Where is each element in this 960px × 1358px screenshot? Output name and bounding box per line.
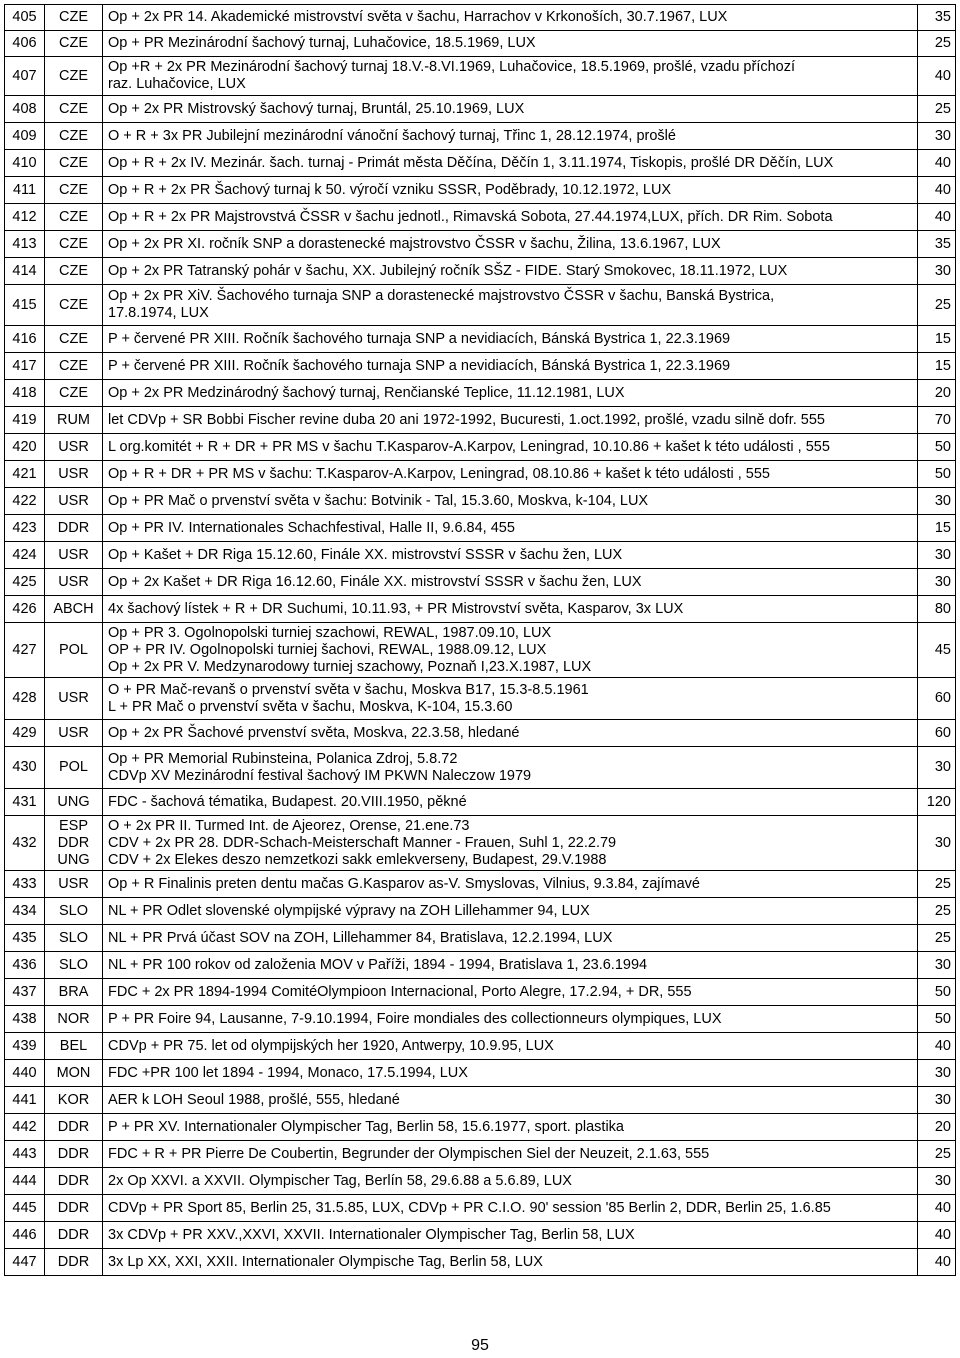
table-row <box>5 407 956 434</box>
item-description: P + PR Foire 94, Lausanne, 7-9.10.1994, Foire mondiales des collectionneurs olympiques, LUX <box>103 1006 918 1033</box>
table-row <box>5 461 956 488</box>
table-row <box>5 31 956 57</box>
item-number: 440 <box>5 1060 45 1087</box>
item-description: Op + Kašet + DR Riga 15.12.60, Finále XX. mistrovství SSSR v šachu žen, LUX <box>103 542 918 569</box>
table-row <box>5 747 956 789</box>
item-description: CDVp + PR Sport 85, Berlin 25, 31.5.85, LUX, CDVp + PR C.I.O. 90' session '85 Berlin 2, DDR, Berlin 25, 1.6.85 <box>103 1195 918 1222</box>
catalog-body <box>5 5 956 1276</box>
table-row <box>5 678 956 720</box>
item-number: 416 <box>5 326 45 353</box>
item-number: 426 <box>5 596 45 623</box>
table-row <box>5 515 956 542</box>
item-description: Op + 2x PR XI. ročník SNP a dorastenecké majstrovstvo ČSSR v šachu, Žilina, 13.6.1967, LUX <box>103 231 918 258</box>
country-code: CZE <box>45 258 103 285</box>
table-row <box>5 1195 956 1222</box>
item-description: P + PR XV. Internationaler Olympischer Tag, Berlin 58, 15.6.1977, sport. plastika <box>103 1114 918 1141</box>
item-number: 437 <box>5 979 45 1006</box>
item-description: O + R + 3x PR Jubilejní mezinárodní vánoční šachový turnaj, Třinc 1, 28.12.1974, prošlé <box>103 123 918 150</box>
country-code: ESP DDR UNG <box>45 816 103 871</box>
country-code: CZE <box>45 123 103 150</box>
table-row <box>5 1168 956 1195</box>
item-description: P + červené PR XIII. Ročník šachového turnaja SNP a nevidiacích, Bánská Bystrica 1, 22.3.1969 <box>103 353 918 380</box>
item-description: Op + R + 2x PR Šachový turnaj k 50. výročí vzniku SSSR, Poděbrady, 10.12.1972, LUX <box>103 177 918 204</box>
country-code: DDR <box>45 515 103 542</box>
item-number: 415 <box>5 285 45 326</box>
item-number: 429 <box>5 720 45 747</box>
country-code: CZE <box>45 177 103 204</box>
item-price: 50 <box>918 461 956 488</box>
table-row <box>5 1006 956 1033</box>
item-price: 40 <box>918 1033 956 1060</box>
item-number: 420 <box>5 434 45 461</box>
country-code: SLO <box>45 952 103 979</box>
item-price: 40 <box>918 150 956 177</box>
item-description: O + 2x PR II. Turmed Int. de Ajeorez, Orense, 21.ene.73 CDV + 2x PR 28. DDR-Schach-Meisterschaft Manner - Frauen, Suhl 1, 22.2.79 CDV + 2x Elekes deszo nemzetkozi sakk emlekverseny, Budapest, 29.V.1988 <box>103 816 918 871</box>
table-row <box>5 569 956 596</box>
country-code: BEL <box>45 1033 103 1060</box>
item-price: 30 <box>918 123 956 150</box>
country-code: CZE <box>45 326 103 353</box>
item-description: Op + 2x PR Mistrovský šachový turnaj, Bruntál, 25.10.1969, LUX <box>103 96 918 123</box>
item-description: L org.komitét + R + DR + PR MS v šachu T.Kasparov-A.Karpov, Leningrad, 10.10.86 + kašet k této události , 555 <box>103 434 918 461</box>
item-number: 433 <box>5 871 45 898</box>
item-number: 418 <box>5 380 45 407</box>
country-code: USR <box>45 720 103 747</box>
country-code: CZE <box>45 57 103 96</box>
country-code: CZE <box>45 380 103 407</box>
item-description: Op + 2x PR Šachové prvenství světa, Moskva, 22.3.58, hledané <box>103 720 918 747</box>
item-description: Op + R + DR + PR MS v šachu: T.Kasparov-A.Karpov, Leningrad, 08.10.86 + kašet k této události , 555 <box>103 461 918 488</box>
table-row <box>5 720 956 747</box>
item-price: 25 <box>918 871 956 898</box>
item-number: 425 <box>5 569 45 596</box>
item-description: Op + 2x PR XiV. Šachového turnaja SNP a dorastenecké majstrovstvo ČSSR v šachu, Banská Bystrica, 17.8.1974, LUX <box>103 285 918 326</box>
item-price: 30 <box>918 1087 956 1114</box>
item-description: 2x Op XXVI. a XXVII. Olympischer Tag, Berlín 58, 29.6.88 a 5.6.89, LUX <box>103 1168 918 1195</box>
item-price: 80 <box>918 596 956 623</box>
table-row <box>5 5 956 31</box>
table-row <box>5 596 956 623</box>
item-price: 40 <box>918 1222 956 1249</box>
item-price: 70 <box>918 407 956 434</box>
item-description: CDVp + PR 75. let od olympijských her 1920, Antwerpy, 10.9.95, LUX <box>103 1033 918 1060</box>
item-price: 35 <box>918 5 956 31</box>
item-number: 428 <box>5 678 45 720</box>
country-code: DDR <box>45 1114 103 1141</box>
item-price: 30 <box>918 952 956 979</box>
item-price: 40 <box>918 204 956 231</box>
item-price: 30 <box>918 258 956 285</box>
country-code: SLO <box>45 925 103 952</box>
item-price: 35 <box>918 231 956 258</box>
country-code: POL <box>45 747 103 789</box>
item-description: Op + 2x PR Tatranský pohár v šachu, XX. Jubilejný ročník SŠZ - FIDE. Starý Smokovec, 18.11.1972, LUX <box>103 258 918 285</box>
item-number: 414 <box>5 258 45 285</box>
country-code: ABCH <box>45 596 103 623</box>
item-number: 445 <box>5 1195 45 1222</box>
table-row <box>5 204 956 231</box>
item-number: 422 <box>5 488 45 515</box>
table-row <box>5 1087 956 1114</box>
country-code: CZE <box>45 150 103 177</box>
item-price: 30 <box>918 1060 956 1087</box>
country-code: POL <box>45 623 103 678</box>
item-price: 50 <box>918 434 956 461</box>
item-price: 30 <box>918 747 956 789</box>
table-row <box>5 231 956 258</box>
item-price: 50 <box>918 979 956 1006</box>
item-price: 15 <box>918 353 956 380</box>
item-price: 40 <box>918 1195 956 1222</box>
table-row <box>5 816 956 871</box>
country-code: USR <box>45 871 103 898</box>
item-description: FDC +PR 100 let 1894 - 1994, Monaco, 17.5.1994, LUX <box>103 1060 918 1087</box>
item-number: 439 <box>5 1033 45 1060</box>
item-price: 40 <box>918 1249 956 1276</box>
item-number: 424 <box>5 542 45 569</box>
table-row <box>5 258 956 285</box>
table-row <box>5 123 956 150</box>
item-number: 423 <box>5 515 45 542</box>
country-code: BRA <box>45 979 103 1006</box>
country-code: NOR <box>45 1006 103 1033</box>
item-number: 427 <box>5 623 45 678</box>
country-code: CZE <box>45 353 103 380</box>
table-row <box>5 1033 956 1060</box>
item-description: Op +R + 2x PR Mezinárodní šachový turnaj 18.V.-8.VI.1969, Luhačovice, 18.5.1969, prošlé, vzadu příchozí raz. Luhačovice, LUX <box>103 57 918 96</box>
item-description: 3x CDVp + PR XXV.,XXVI, XXVII. Internationaler Olympischer Tag, Berlin 58, LUX <box>103 1222 918 1249</box>
item-price: 60 <box>918 720 956 747</box>
item-description: let CDVp + SR Bobbi Fischer revine duba 20 ani 1972-1992, Bucuresti, 1.oct.1992, prošlé, vzadu silně dofr. 555 <box>103 407 918 434</box>
table-row <box>5 434 956 461</box>
item-number: 447 <box>5 1249 45 1276</box>
item-price: 40 <box>918 57 956 96</box>
item-price: 25 <box>918 31 956 57</box>
item-description: FDC + R + PR Pierre De Coubertin, Begrunder der Olympischen Siel der Neuzeit, 2.1.63, 555 <box>103 1141 918 1168</box>
item-number: 441 <box>5 1087 45 1114</box>
country-code: SLO <box>45 898 103 925</box>
country-code: USR <box>45 678 103 720</box>
country-code: CZE <box>45 285 103 326</box>
country-code: USR <box>45 569 103 596</box>
table-row <box>5 326 956 353</box>
item-description: Op + R + 2x IV. Mezinár. šach. turnaj - Primát města Děčína, Děčín 1, 3.11.1974, Tiskopis, prošlé DR Děčín, LUX <box>103 150 918 177</box>
table-row <box>5 898 956 925</box>
item-price: 120 <box>918 789 956 816</box>
item-number: 436 <box>5 952 45 979</box>
item-price: 50 <box>918 1006 956 1033</box>
item-number: 442 <box>5 1114 45 1141</box>
item-number: 446 <box>5 1222 45 1249</box>
item-description: Op + 2x PR 14. Akademické mistrovství světa v šachu, Harrachov v Krkonoších, 30.7.1967, LUX <box>103 5 918 31</box>
item-number: 432 <box>5 816 45 871</box>
item-price: 30 <box>918 816 956 871</box>
item-description: NL + PR 100 rokov od založenia MOV v Paříži, 1894 - 1994, Bratislava 1, 23.6.1994 <box>103 952 918 979</box>
item-number: 407 <box>5 57 45 96</box>
item-number: 434 <box>5 898 45 925</box>
country-code: DDR <box>45 1249 103 1276</box>
item-description: NL + PR Odlet slovenské olympijské výpravy na ZOH Lillehammer 94, LUX <box>103 898 918 925</box>
item-description: Op + PR Mezinárodní šachový turnaj, Luhačovice, 18.5.1969, LUX <box>103 31 918 57</box>
table-row <box>5 96 956 123</box>
item-description: NL + PR Prvá účast SOV na ZOH, Lillehammer 84, Bratislava, 12.2.1994, LUX <box>103 925 918 952</box>
item-description: Op + PR Memorial Rubinsteina, Polanica Zdroj, 5.8.72 CDVp XV Mezinárodní festival šachový IM PKWN Naleczow 1979 <box>103 747 918 789</box>
table-row <box>5 150 956 177</box>
table-row <box>5 353 956 380</box>
table-row <box>5 952 956 979</box>
item-number: 410 <box>5 150 45 177</box>
table-row <box>5 1114 956 1141</box>
table-row <box>5 177 956 204</box>
item-number: 417 <box>5 353 45 380</box>
country-code: CZE <box>45 204 103 231</box>
table-row <box>5 1141 956 1168</box>
item-price: 25 <box>918 96 956 123</box>
table-row <box>5 1249 956 1276</box>
country-code: CZE <box>45 31 103 57</box>
item-number: 406 <box>5 31 45 57</box>
country-code: CZE <box>45 96 103 123</box>
country-code: DDR <box>45 1141 103 1168</box>
country-code: DDR <box>45 1195 103 1222</box>
table-row <box>5 1222 956 1249</box>
country-code: MON <box>45 1060 103 1087</box>
table-row <box>5 380 956 407</box>
table-row <box>5 871 956 898</box>
item-price: 40 <box>918 177 956 204</box>
item-description: FDC - šachová tématika, Budapest. 20.VIII.1950, pěkné <box>103 789 918 816</box>
item-price: 25 <box>918 285 956 326</box>
country-code: DDR <box>45 1222 103 1249</box>
item-description: Op + R Finalinis preten dentu mačas G.Kasparov as-V. Smyslovas, Vilnius, 9.3.84, zajímavé <box>103 871 918 898</box>
table-row <box>5 57 956 96</box>
country-code: CZE <box>45 231 103 258</box>
item-price: 25 <box>918 925 956 952</box>
item-price: 15 <box>918 515 956 542</box>
item-description: Op + PR Mač o prvenství světa v šachu: Botvinik - Tal, 15.3.60, Moskva, k-104, LUX <box>103 488 918 515</box>
page-number: 95 <box>471 1337 489 1354</box>
country-code: UNG <box>45 789 103 816</box>
item-price: 20 <box>918 380 956 407</box>
item-price: 25 <box>918 1141 956 1168</box>
item-number: 413 <box>5 231 45 258</box>
item-price: 30 <box>918 569 956 596</box>
item-number: 435 <box>5 925 45 952</box>
country-code: USR <box>45 488 103 515</box>
country-code: USR <box>45 542 103 569</box>
item-number: 421 <box>5 461 45 488</box>
item-number: 443 <box>5 1141 45 1168</box>
table-row <box>5 542 956 569</box>
item-description: Op + PR IV. Internationales Schachfestival, Halle II, 9.6.84, 455 <box>103 515 918 542</box>
table-row <box>5 979 956 1006</box>
item-price: 25 <box>918 898 956 925</box>
item-number: 409 <box>5 123 45 150</box>
item-number: 412 <box>5 204 45 231</box>
item-price: 30 <box>918 542 956 569</box>
item-description: Op + R + 2x PR Majstrovstvá ČSSR v šachu jednotl., Rimavská Sobota, 27.44.1974,LUX, přích. DR Rim. Sobota <box>103 204 918 231</box>
item-description: Op + 2x Kašet + DR Riga 16.12.60, Finále XX. mistrovství SSSR v šachu žen, LUX <box>103 569 918 596</box>
country-code: USR <box>45 434 103 461</box>
item-description: Op + PR 3. Ogolnopolski turniej szachowi, REWAL, 1987.09.10, LUX OP + PR IV. Ogolnopolski turniej šachovi, REWAL, 1988.09.12, LUX Op + 2x PR V. Medzynarodowy turniej szachowy, Poznaň I,23.X.1987, LUX <box>103 623 918 678</box>
catalog-table <box>4 4 956 1276</box>
country-code: CZE <box>45 5 103 31</box>
item-price: 60 <box>918 678 956 720</box>
item-number: 408 <box>5 96 45 123</box>
item-number: 444 <box>5 1168 45 1195</box>
item-price: 45 <box>918 623 956 678</box>
item-price: 30 <box>918 1168 956 1195</box>
item-description: O + PR Mač-revanš o prvenství světa v šachu, Moskva B17, 15.3-8.5.1961 L + PR Mač o prvenství světa v šachu, Moskva, K-104, 15.3.60 <box>103 678 918 720</box>
table-row <box>5 925 956 952</box>
table-row <box>5 488 956 515</box>
table-row <box>5 623 956 678</box>
item-description: 3x Lp XX, XXI, XXII. Internationaler Olympische Tag, Berlin 58, LUX <box>103 1249 918 1276</box>
item-price: 20 <box>918 1114 956 1141</box>
country-code: USR <box>45 461 103 488</box>
item-number: 419 <box>5 407 45 434</box>
item-number: 405 <box>5 5 45 31</box>
item-description: FDC + 2x PR 1894-1994 ComitéOlympioon Internacional, Porto Alegre, 17.2.94, + DR, 555 <box>103 979 918 1006</box>
table-row <box>5 789 956 816</box>
country-code: KOR <box>45 1087 103 1114</box>
country-code: DDR <box>45 1168 103 1195</box>
item-number: 411 <box>5 177 45 204</box>
table-row <box>5 1060 956 1087</box>
country-code: RUM <box>45 407 103 434</box>
item-price: 15 <box>918 326 956 353</box>
item-number: 430 <box>5 747 45 789</box>
item-description: AER k LOH Seoul 1988, prošlé, 555, hledané <box>103 1087 918 1114</box>
table-row <box>5 285 956 326</box>
item-description: P + červené PR XIII. Ročník šachového turnaja SNP a nevidiacích, Bánská Bystrica 1, 22.3.1969 <box>103 326 918 353</box>
item-description: Op + 2x PR Medzinárodný šachový turnaj, Renčianské Teplice, 11.12.1981, LUX <box>103 380 918 407</box>
item-price: 30 <box>918 488 956 515</box>
item-description: 4x šachový lístek + R + DR Suchumi, 10.11.93, + PR Mistrovství světa, Kasparov, 3x LUX <box>103 596 918 623</box>
item-number: 431 <box>5 789 45 816</box>
item-number: 438 <box>5 1006 45 1033</box>
